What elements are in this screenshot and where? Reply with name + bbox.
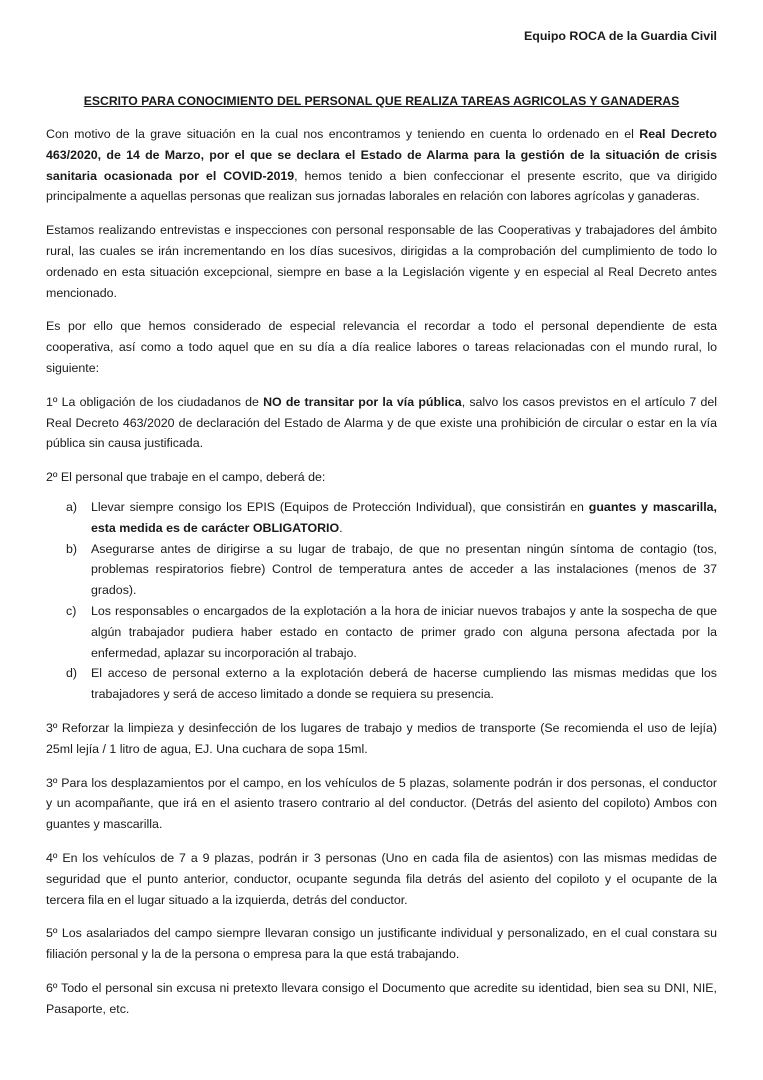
list-item bbox=[46, 663, 717, 705]
document-title: ESCRITO PARA CONOCIMIENTO DEL PERSONAL QUE REALIZA TAREAS AGRICOLAS Y GANADERAS bbox=[83, 94, 680, 108]
list-item-text bbox=[91, 497, 717, 539]
intro-text-start: Con motivo de la grave situación en la cual nos encontramos y teniendo en cuenta lo ordenado en el bbox=[46, 127, 640, 141]
list-item-a-end: . bbox=[339, 520, 343, 535]
paragraph-point-3-vehicles: 3º Para los desplazamientos por el campo, en los vehículos de 5 plazas, solamente podrán ir dos personas, el conductor y un acompañante, que irá en el asiento trasero contrario al del conductor. (Detrás del asiento del copiloto) Ambos con guantes y mascarilla. bbox=[46, 775, 717, 832]
intro-decree-bold: Real Decreto 463/2020, de 14 de Marzo, por el que se declara el Estado de Alarma para la gestión de la situación de crisis sanitaria ocasionada por el COVID-2019 bbox=[46, 127, 717, 183]
paragraph-point-3-cleaning: 3º Reforzar la limpieza y desinfección de los lugares de trabajo y medios de transporte (Se recomienda el uso de lejía) 25ml lejía / 1 litro de agua, EJ. Una cuchara de sopa 15ml. bbox=[46, 720, 717, 756]
intro-text-end: , hemos tenido a bien confeccionar el presente escrito, que va dirigido principalmente a aquellas personas que realizan sus jornadas laborales en relación con labores agrícolas y ganaderas. bbox=[46, 168, 717, 204]
paragraph-intro bbox=[46, 124, 717, 207]
header-organization: Equipo ROCA de la Guardia Civil bbox=[524, 29, 717, 43]
list-item-text: Los responsables o encargados de la explotación a la hora de iniciar nuevos trabajos y ante la sospecha de que algún trabajador pudiera haber estado en contacto de primer grado con alguna persona afectada por la enfermedad, aplazar su incorporación al trabajo. bbox=[91, 603, 717, 660]
list-item bbox=[46, 497, 717, 539]
point-2-list bbox=[46, 497, 717, 705]
list-item-a-bold: guantes y mascarilla, esta medida es de carácter OBLIGATORIO bbox=[91, 499, 717, 535]
paragraph-point-1 bbox=[46, 392, 717, 454]
list-marker: b) bbox=[66, 541, 78, 556]
list-item-a-text: Llevar siempre consigo los EPIS (Equipos de Protección Individual), que consistirán en bbox=[91, 499, 589, 514]
list-item bbox=[46, 539, 717, 601]
paragraph-point-6: 6º Todo el personal sin excusa ni pretexto llevara consigo el Documento que acredite su identidad, bien sea su DNI, NIE, Pasaporte, etc. bbox=[46, 980, 717, 1016]
paragraph-inspections: Estamos realizando entrevistas e inspecciones con personal responsable de las Cooperativas y trabajadores del ámbito rural, las cuales se irán incrementando en los días sucesivos, dirigidas a la comprobación del cumplimiento de todo lo ordenado en esta situación excepcional, siempre en base a la Legislación vigente y en especial al Real Decreto antes mencionado. bbox=[46, 223, 717, 300]
list-item-text: El acceso de personal externo a la explotación deberá de hacerse cumpliendo las mismas medidas que los trabajadores y será de acceso limitado a donde se requiera su presencia. bbox=[91, 666, 717, 702]
document-body bbox=[46, 124, 717, 1032]
list-item bbox=[46, 601, 717, 663]
paragraph-point-4: 4º En los vehículos de 7 a 9 plazas, podrán ir 3 personas (Uno en cada fila de asientos) con las mismas medidas de seguridad que el punto anterior, conductor, ocupante segunda fila detrás del asiento del copiloto y el ocupante de la tercera fila en el lugar situado a la izquierda, detrás del conductor. bbox=[46, 850, 717, 907]
list-marker: a) bbox=[66, 499, 78, 514]
paragraph-point-2: 2º El personal que trabaje en el campo, deberá de: bbox=[46, 470, 326, 485]
point-1-text-start: 1º La obligación de los ciudadanos de bbox=[46, 394, 264, 409]
list-marker: d) bbox=[66, 666, 78, 681]
point-1-bold: NO de transitar por la vía pública bbox=[263, 394, 462, 409]
paragraph-relevance: Es por ello que hemos considerado de especial relevancia el recordar a todo el personal dependiente de esta cooperativa, así como a todo aquel que en su día a día realice labores o tareas relacionadas con el mundo rural, lo siguiente: bbox=[46, 319, 717, 375]
list-marker: c) bbox=[66, 603, 77, 618]
list-item-text: Asegurarse antes de dirigirse a su lugar de trabajo, de que no presentan ningún síntoma de contagio (tos, problemas respiratorios fiebre) Control de temperatura antes de acceder a las instalaciones (menos de 37 grados). bbox=[91, 541, 717, 598]
paragraph-point-5: 5º Los asalariados del campo siempre llevaran consigo un justificante individual y personalizado, en el cual constara su filiación personal y la de la persona o empresa para la que está trabajando. bbox=[46, 926, 717, 962]
point-1-text-end: , salvo los casos previstos en el artículo 7 del Real Decreto 463/2020 de declaración del Estado de Alarma y de que existe una prohibición de circular o estar en la vía pública sin causa justificada. bbox=[46, 394, 717, 451]
